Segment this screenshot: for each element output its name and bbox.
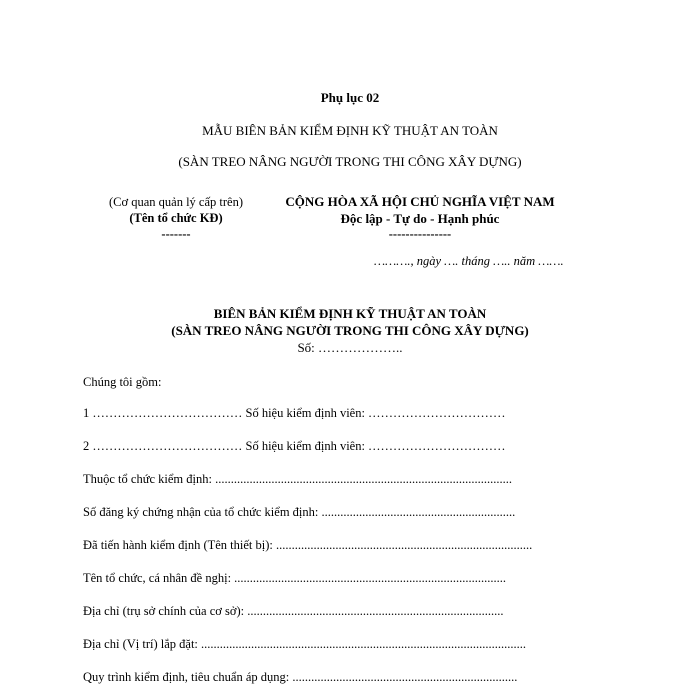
- motto: Độc lập - Tự do - Hạnh phúc: [340, 211, 500, 226]
- procedure-standard-line: Quy trình kiểm định, tiêu chuẩn áp dụng: ........................................................................: [83, 670, 518, 684]
- date-line: ………., ngày …. tháng ….. năm …….: [374, 254, 564, 268]
- registration-number-line: Số đăng ký chứng nhận của tổ chức kiểm định: ..............................................................: [83, 505, 516, 519]
- document-number: Số: ………………..: [297, 340, 403, 355]
- installation-address-line: Địa chỉ (Vị trí) lắp đặt: ........................................................................................................: [83, 637, 527, 651]
- org-name: (Tên tổ chức KĐ): [129, 211, 223, 225]
- head-office-address-line: Địa chỉ (trụ sở chính của cơ sở): ..................................................................................: [83, 604, 504, 618]
- right-divider: ---------------: [388, 227, 452, 241]
- inspector-1-line: 1 ……………………………… Số hiệu kiểm định viên: ……………………………: [83, 406, 506, 420]
- equipment-name-line: Đã tiến hành kiểm định (Tên thiết bị): ..................................................................................: [83, 538, 533, 552]
- document-title: BIÊN BẢN KIỂM ĐỊNH KỸ THUẬT AN TOÀN: [213, 306, 487, 321]
- superior-agency: (Cơ quan quản lý cấp trên): [109, 195, 243, 209]
- inspection-org-line: Thuộc tổ chức kiểm định: ...............................................................................................: [83, 472, 512, 486]
- nation-name: CỘNG HÒA XÃ HỘI CHỦ NGHĨA VIỆT NAM: [285, 194, 555, 209]
- form-subtitle: (SÀN TREO NÂNG NGƯỜI TRONG THI CÔNG XÂY DỰNG): [178, 154, 522, 169]
- intro-text: Chúng tôi gồm:: [83, 375, 162, 389]
- requester-name-line: Tên tổ chức, cá nhân đề nghị: .......................................................................................: [83, 571, 507, 585]
- appendix-label: Phụ lục 02: [320, 90, 380, 105]
- document-subtitle: (SÀN TREO NÂNG NGƯỜI TRONG THI CÔNG XÂY DỰNG): [171, 323, 529, 338]
- form-title: MẪU BIÊN BẢN KIỂM ĐỊNH KỸ THUẬT AN TOÀN: [202, 123, 498, 138]
- inspector-2-line: 2 ……………………………… Số hiệu kiểm định viên: ……………………………: [83, 439, 506, 453]
- left-divider: -------: [161, 227, 191, 241]
